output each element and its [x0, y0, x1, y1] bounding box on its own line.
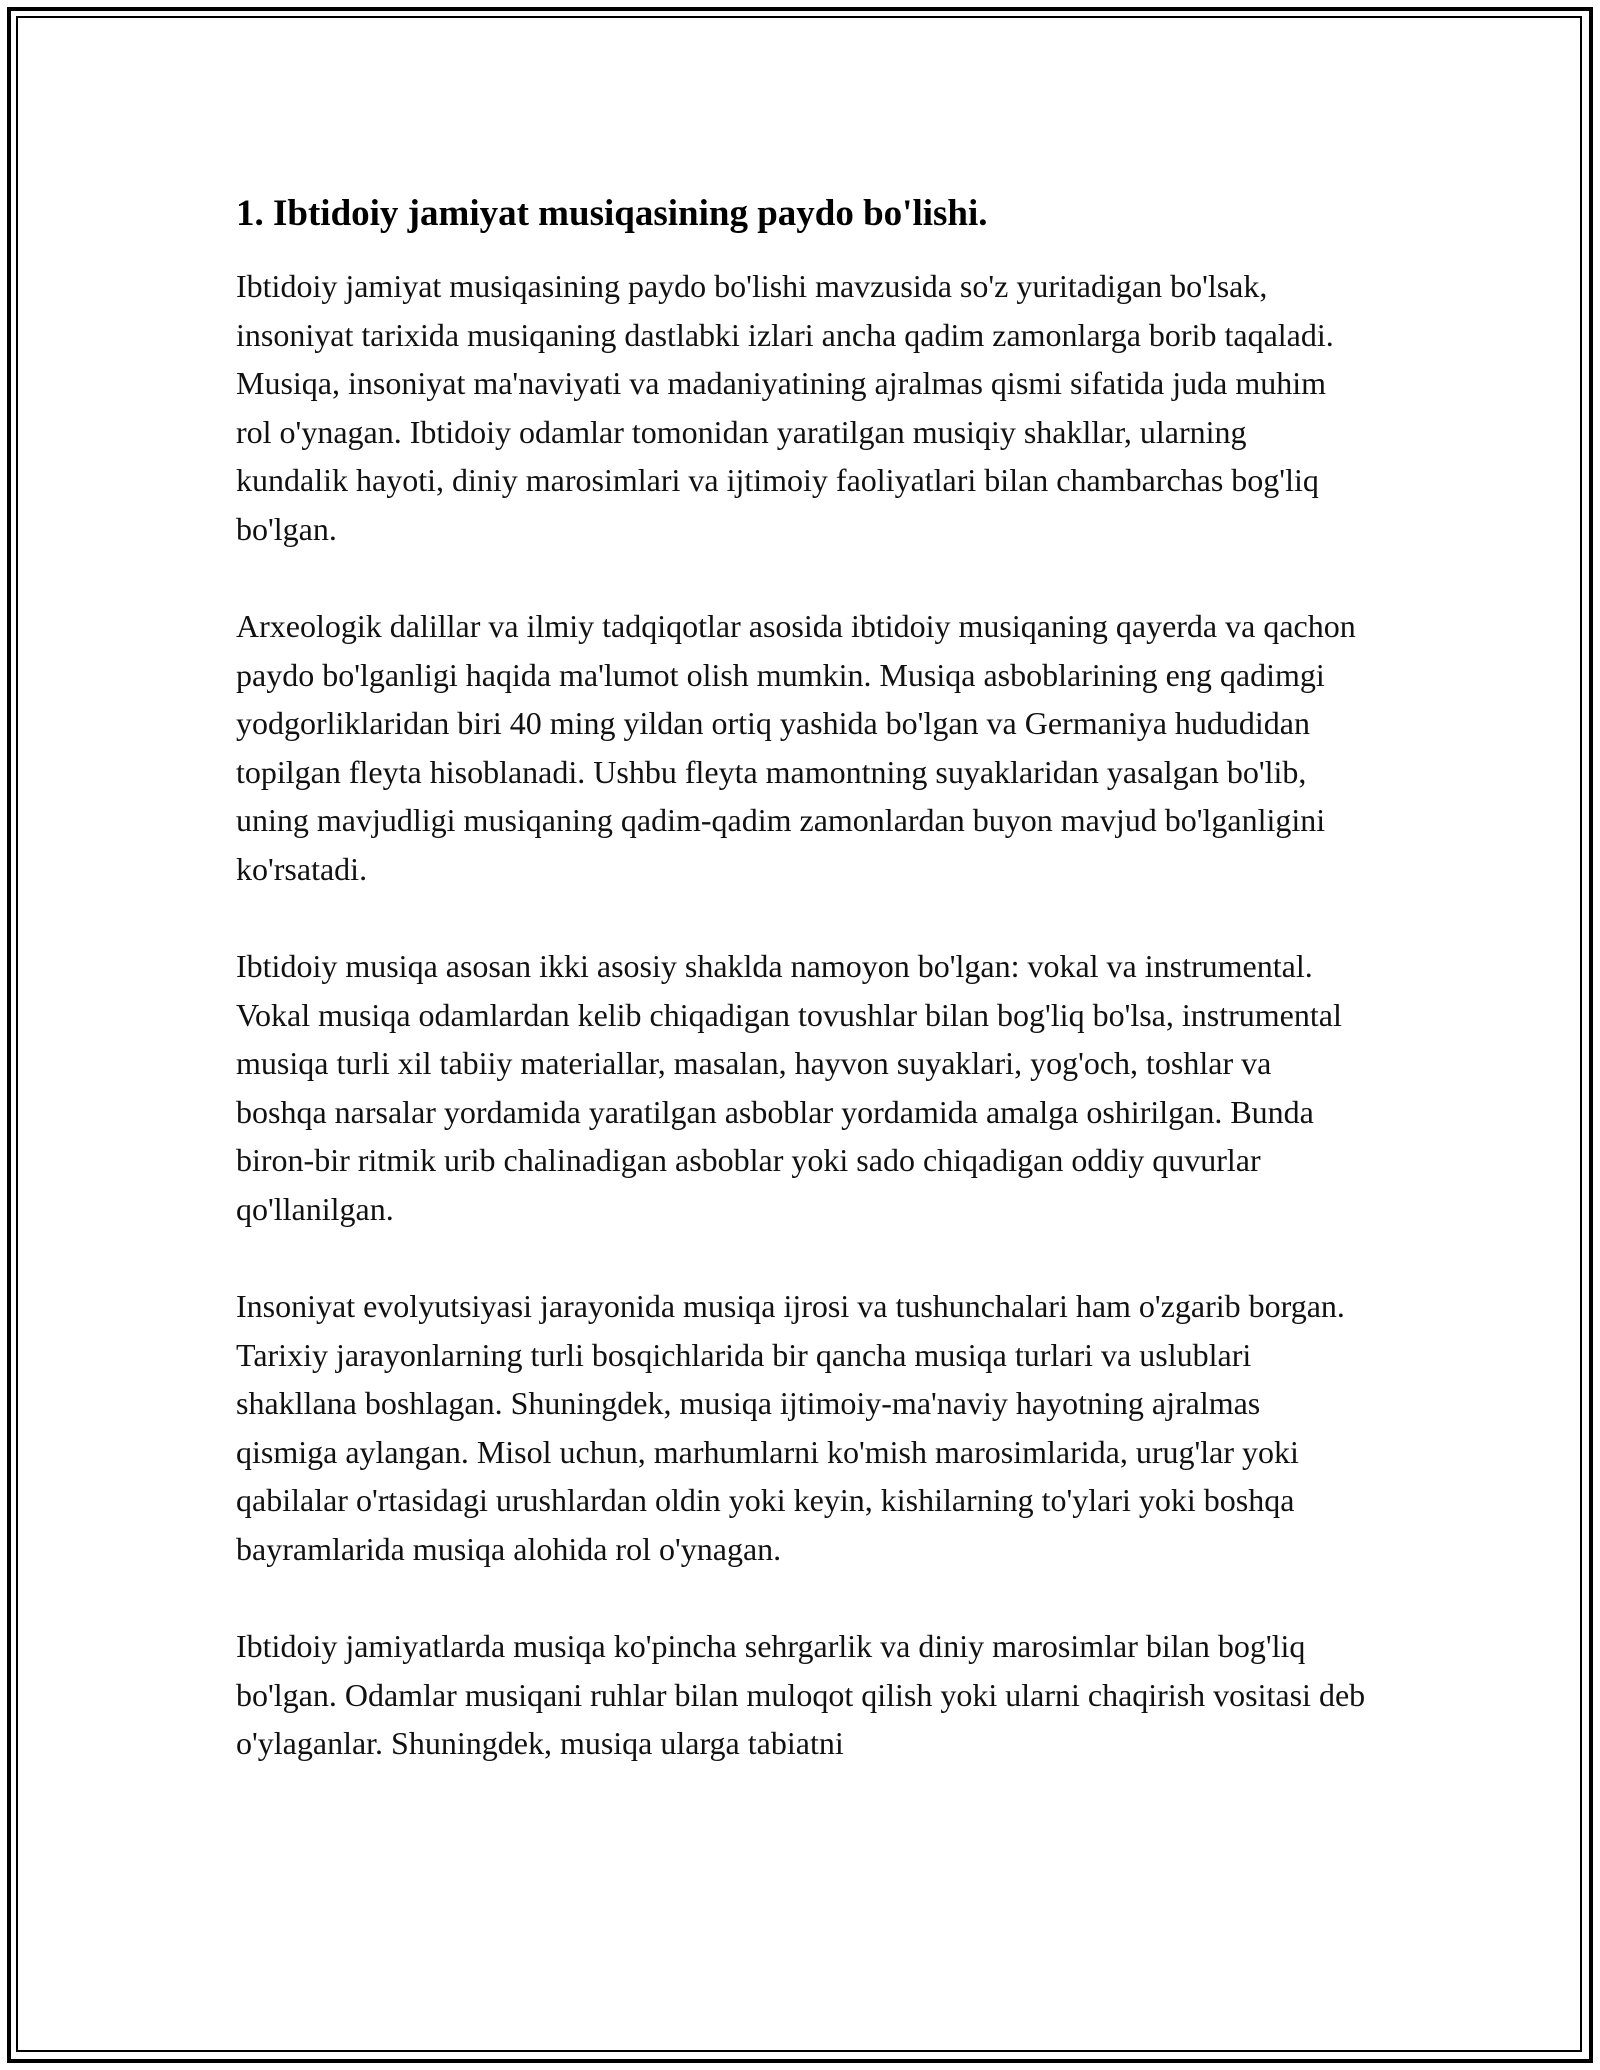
paragraph-2: Arxeologik dalillar va ilmiy tadqiqotlar asosida ibtidoiy musiqaning qayerda va qachon paydo bo'lganligi haqida ma'lumot olish mumkin. Musiqa asboblarining eng qadimgi yodgorliklaridan biri 40 ming yildan ortiq yashida bo'lgan va Germaniya hududidan topilgan fleyta hisoblanadi. Ushbu fleyta mamontning suyaklaridan yasalgan bo'lib, uning mavjudligi musiqaning qadim-qadim zamonlardan buyon mavjud bo'lganligini ko'rsatadi.: [236, 608, 1356, 887]
paragraph-5: Ibtidoiy jamiyatlarda musiqa ko'pincha sehrgarlik va diniy marosimlar bilan bog'liq bo'lgan. Odamlar musiqani ruhlar bilan muloqot qilish yoki ularni chaqirish vositasi deb o'ylaganlar. Shuningdek, musiqa ularga tabiatni: [236, 1628, 1366, 1761]
paragraph-3: Ibtidoiy musiqa asosan ikki asosiy shaklda namoyon bo'lgan: vokal va instrumental. Vokal musiqa odamlardan kelib chiqadigan tovushlar bilan bog'liq bo'lsa, instrumental musiqa turli xil tabiiy materiallar, masalan, hayvon suyaklari, yog'och, toshlar va boshqa narsalar yordamida yaratilgan asboblar yordamida amalga oshirilgan. Bunda biron-bir ritmik urib chalinadigan asboblar yoki sado chiqadigan oddiy quvurlar qo'llanilgan.: [236, 948, 1342, 1227]
section-heading: 1. Ibtidoiy jamiyat musiqasining paydo bo'lishi.: [236, 193, 988, 234]
document-body: [236, 186, 1366, 1817]
paragraph-1: Ibtidoiy jamiyat musiqasining paydo bo'lishi mavzusida so'z yuritadigan bo'lsak, insoniyat tarixida musiqaning dastlabki izlari ancha qadim zamonlarga borib taqaladi. Musiqa, insoniyat ma'naviyati va madaniyatining ajralmas qismi sifatida juda muhim rol o'ynagan. Ibtidoiy odamlar tomonidan yaratilgan musiqiy shakllar, ularning kundalik hayoti, diniy marosimlari va ijtimoiy faoliyatlari bilan chambarchas bog'liq bo'lgan.: [236, 268, 1334, 547]
paragraph-4: Insoniyat evolyutsiyasi jarayonida musiqa ijrosi va tushunchalari ham o'zgarib borgan. Tarixiy jarayonlarning turli bosqichlarida bir qancha musiqa turlari va uslublari shakllana boshlagan. Shuningdek, musiqa ijtimoiy-ma'naviy hayotning ajralmas qismiga aylangan. Misol uchun, marhumlarni ko'mish marosimlarida, urug'lar yoki qabilalar o'rtasidagi urushlardan oldin yoki keyin, kishilarning to'ylari yoki boshqa bayramlarida musiqa alohida rol o'ynagan.: [236, 1288, 1345, 1567]
